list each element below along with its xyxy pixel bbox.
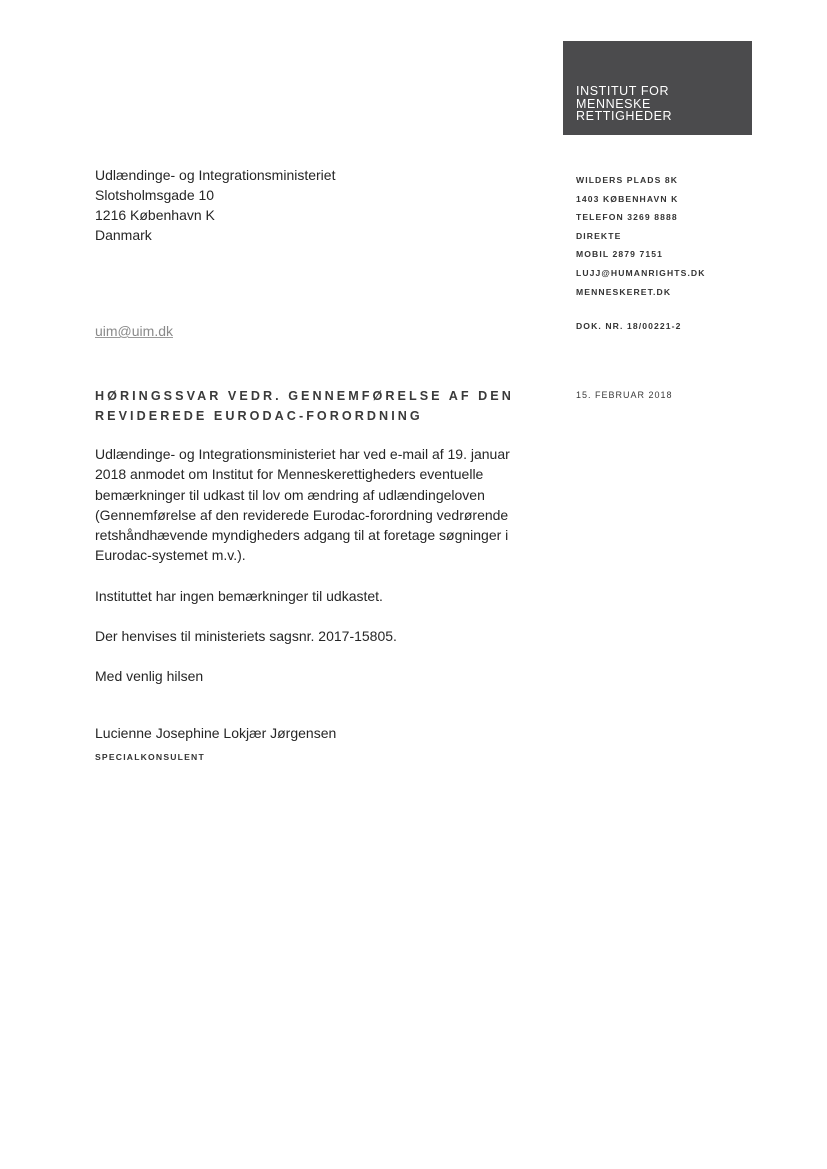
recipient-line-1: Udlændinge- og Integrationsministeriet [95, 167, 336, 183]
sender-address: WILDERS PLADS 8K [576, 175, 679, 185]
subject-line-1: HØRINGSSVAR VEDR. GENNEMFØRELSE AF DEN [95, 389, 514, 403]
body-line: Udlændinge- og Integrationsministeriet har ved e-mail af 19. januar [95, 446, 510, 462]
sender-city: 1403 KØBENHAVN K [576, 193, 679, 204]
recipient-line-3: 1216 København K [95, 207, 215, 223]
closing-salutation: Med venlig hilsen [95, 668, 204, 685]
body-line: 2018 anmodet om Institut for Menneskerettigheders eventuelle [95, 466, 484, 483]
signer-title: SPECIALKONSULENT [95, 752, 205, 762]
document-number: DOK. NR. 18/00221-2 [576, 321, 682, 331]
letter-body [95, 444, 545, 707]
body-paragraph-2: Instituttet har ingen bemærkninger til udkastet. [95, 587, 383, 604]
sender-direct: DIREKTE [576, 230, 622, 241]
institute-logo [563, 41, 752, 135]
subject-line-2: REVIDEREDE EURODAC-FORORDNING [95, 409, 423, 423]
signer-name: Lucienne Josephine Lokjær Jørgensen [95, 725, 337, 741]
sender-mobile: MOBIL 2879 7151 [576, 249, 664, 260]
sender-contact-block [576, 171, 706, 301]
letter-date: 15. FEBRUAR 2018 [576, 390, 673, 400]
recipient-address [95, 165, 335, 245]
logo-line-3: RETTIGHEDER [576, 109, 673, 123]
subject-heading [95, 386, 535, 426]
logo-line-2: MENNESKE [576, 96, 651, 111]
recipient-line-2: Slotsholmsgade 10 [95, 187, 215, 203]
recipient-email-link[interactable]: uim@uim.dk [95, 323, 174, 339]
sender-phone: TELEFON 3269 8888 [576, 212, 678, 223]
body-paragraph-1 [95, 444, 545, 566]
sender-website: MENNESKERET.DK [576, 286, 672, 297]
sender-email: LUJJ@HUMANRIGHTS.DK [576, 267, 706, 278]
body-line: (Gennemførelse af den reviderede Eurodac-forordning vedrørende [95, 506, 509, 523]
body-paragraph-3: Der henvises til ministeriets sagsnr. 2017-15805. [95, 628, 397, 645]
body-line: retshåndhævende myndigheders adgang til at foretage søgninger i [95, 527, 509, 544]
recipient-line-4: Danmark [95, 227, 152, 243]
body-line: bemærkninger til udkast til lov om ændring af udlændingeloven [95, 486, 485, 503]
body-line: Eurodac-systemet m.v.). [95, 547, 246, 564]
logo-line-1: INSTITUT FOR [576, 84, 670, 98]
